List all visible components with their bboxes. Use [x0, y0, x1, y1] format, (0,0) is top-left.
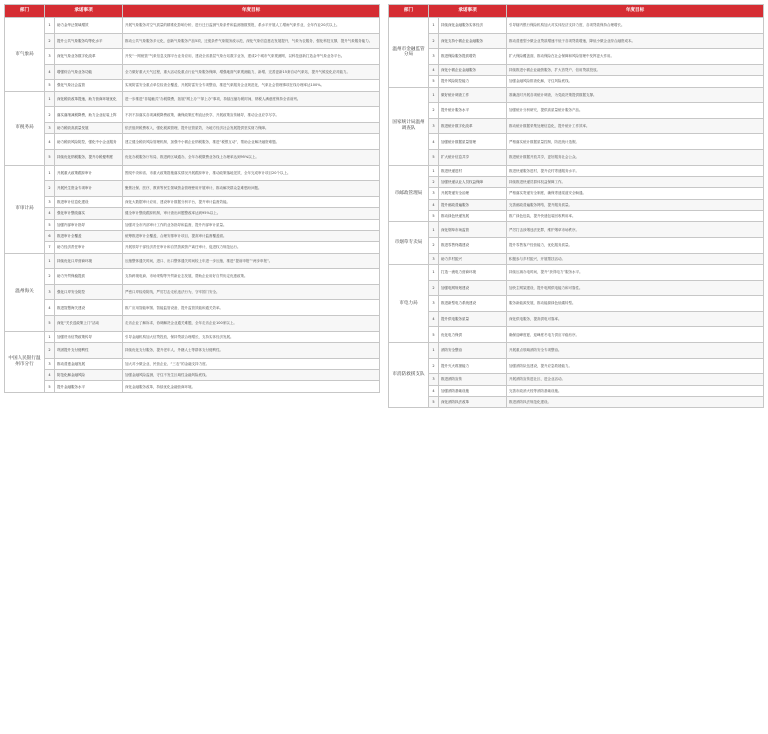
header-goal: 年度目标 — [123, 5, 380, 18]
table-row — [5, 122, 380, 133]
annual-goal: 开展消防宣传进社区、进企业活动。 — [507, 374, 764, 385]
table-row — [389, 253, 764, 264]
commitment-item: 提升公共气象服务均等化水平 — [55, 33, 123, 49]
commitment-item: 推进保险服务提质增效 — [439, 49, 507, 65]
annual-goal: 不折不扣落实各项减税降费政策，确保政策红利直达快享，开展政策宣传辅导，推动企业应享尽享。 — [123, 107, 380, 123]
commitment-item: 加强消防基础设施 — [439, 385, 507, 396]
commitment-item: 推进审计全覆盖 — [55, 230, 123, 241]
commitment-item: 推进快递进村 — [439, 165, 507, 176]
table-row — [389, 238, 764, 254]
table-row — [389, 176, 764, 187]
commitment-item: 持续优化纳税服务，提升办税便利度 — [55, 149, 123, 165]
annual-goal: 支持跨境电商、市场采购等外贸新业态发展，帮助企业用好自贸协定优惠政策。 — [123, 269, 380, 285]
commitment-item: 加强统计数据质量管理 — [439, 134, 507, 150]
annual-goal: 积极参与乡村振兴，开展帮扶活动。 — [507, 253, 764, 264]
commitment-item: 深化支持小微企业金融服务 — [439, 33, 507, 49]
annual-goal: 加强金融风险监测，守住不发生区域性金融风险底线。 — [123, 370, 380, 381]
commitment-item: 提升供电服务质量 — [439, 311, 507, 327]
commitment-item: 扩大统计信息共享 — [439, 149, 507, 165]
commitment-item: 深化烟草市场监管 — [439, 222, 507, 238]
commitment-item: 深化气象业务数字化改革 — [55, 49, 123, 65]
annual-goal: 实现防雷安全重点单位检查全覆盖，开展防雷安全专项整治，推进气象服务企业规范化，气象社会管理事项在线办理率达100%。 — [123, 80, 380, 91]
item-number: 1 — [429, 18, 439, 34]
table-row — [389, 296, 764, 312]
table-row — [5, 343, 380, 359]
table-row — [389, 18, 764, 34]
department-name: 中国人民银行温州市分行 — [5, 331, 45, 392]
item-number: 5 — [429, 327, 439, 343]
annual-goal: 推进消防执法规范化建设。 — [507, 397, 764, 408]
commitment-item: 消防安全整治 — [439, 343, 507, 359]
commitment-item: 加强快递从业人员权益保障 — [439, 176, 507, 187]
annual-goal: 扩大保险覆盖面，推动保险在社会保障和风险管理中发挥更大作用。 — [507, 49, 764, 65]
table-row — [5, 18, 380, 34]
annual-goal: 持续推进小微企业融资服务，扩大首贷户、信用贷款投放。 — [507, 64, 764, 75]
annual-goal: 健全审计整改跟踪机制，审计查出问题整改率达到95%以上。 — [123, 208, 380, 219]
department-name: 市烟草专卖局 — [389, 222, 429, 265]
table-row — [5, 358, 380, 369]
annual-goal: 推动统计数据采集处理信息化，提升统计工作效率。 — [507, 118, 764, 134]
table-row — [389, 134, 764, 150]
annual-goal: 开展气象服务对空气质量的精准化影响分析，进行迁日监测气象条件和监测指数预报，系水平开展人工增雨气象作业，全年作业20次以上。 — [123, 18, 380, 34]
annual-goal: 加快主网架建设，提升电网供电能力和可靠性。 — [507, 280, 764, 296]
commitment-item: 强化口岸安全防控 — [55, 284, 123, 300]
annual-goal: 完善市政消火栓等消防基础设施。 — [507, 385, 764, 396]
commitment-item: 推进统计数字化改革 — [439, 118, 507, 134]
table-row — [389, 87, 764, 103]
table-row — [389, 265, 764, 281]
table-row — [389, 64, 764, 75]
commitment-item: 持续深化金融服务实体经济 — [439, 18, 507, 34]
annual-goal: 推进快递服务进村，提升农村寄递服务水平。 — [507, 165, 764, 176]
annual-goal: 深化大数据审计应用，建设审计数据分析平台，提升审计监督效能。 — [123, 196, 380, 207]
table-row — [389, 311, 764, 327]
item-number: 2 — [429, 280, 439, 296]
annual-goal: 进一步推进“非接触式”办税缴费，拓展“网上办”“掌上办”事项，持续压缩办税时间，纳税人满意度保持全省前列。 — [123, 91, 380, 107]
table-row — [5, 230, 380, 241]
table-row — [389, 211, 764, 222]
item-number: 1 — [429, 165, 439, 176]
table-row — [5, 208, 380, 219]
annual-goal: 加强统计分析研究，提供高质量统计服务产品。 — [507, 103, 764, 119]
item-number: 3 — [429, 188, 439, 199]
table-row — [5, 284, 380, 300]
commitment-item: 落实落细减税降费，助力企业轻装上阵 — [55, 107, 123, 123]
item-number: 3 — [429, 296, 439, 312]
commitment-item: 深化小微企业金融服务 — [439, 64, 507, 75]
department-name: 市消防救援支队 — [389, 343, 429, 408]
table-row — [389, 103, 764, 119]
table-row — [389, 76, 764, 87]
item-number: 2 — [45, 181, 55, 197]
item-number: 2 — [45, 343, 55, 359]
item-number: 3 — [45, 284, 55, 300]
commitment-item: 助力金华泛领域增效 — [55, 18, 123, 34]
item-number: 5 — [429, 76, 439, 87]
commitment-item: 强化气象社会监管 — [55, 80, 123, 91]
annual-goal: 引导辖内银行保险机构加大对实体经济支持力度，各项贷款保持合理增长。 — [507, 18, 764, 34]
item-number: 5 — [45, 316, 55, 332]
annual-goal: 依法组织税费收入，强化税源管理，提升征管质效，为地方经济社会发展提供坚实财力保障。 — [123, 122, 380, 133]
annual-goal: 加强对全市内部审计工作的业务指导和监督，提升内部审计质量。 — [123, 219, 380, 230]
item-number: 4 — [45, 208, 55, 219]
annual-goal: 推动普惠型小微企业贷款增速不低于各项贷款增速，降低小微企业综合融资成本。 — [507, 33, 764, 49]
annual-goal: 严格落实统计数据质量控制，防范统计造假。 — [507, 134, 764, 150]
commitment-item: 助力外贸保稳提质 — [55, 269, 123, 285]
item-number: 5 — [429, 149, 439, 165]
annual-goal: 走访企业了解诉求，协调解决企业通关难题，全年走访企业100家以上。 — [123, 316, 380, 332]
item-number: 6 — [45, 230, 55, 241]
commitment-item: 做好统计调查工作 — [439, 87, 507, 103]
commitment-item: 打造一流电力营商环境 — [439, 265, 507, 281]
item-number: 5 — [45, 149, 55, 165]
table-row — [5, 370, 380, 381]
commitment-item: 优化电力保供 — [439, 327, 507, 343]
commitment-item: 提升风险防控能力 — [439, 76, 507, 87]
item-number: 4 — [429, 134, 439, 150]
table-row — [389, 49, 764, 65]
item-number: 2 — [429, 33, 439, 49]
department-name: 国家统计局温州调查队 — [389, 87, 429, 165]
department-name: 市税务局 — [5, 91, 45, 165]
table-row — [5, 107, 380, 123]
item-number: 1 — [429, 222, 439, 238]
table-row — [5, 64, 380, 80]
annual-goal: 建立健全税收风险管理机制，加强中小微企业纳税服务，推进“税银互动”，帮助企业解决融资难题。 — [123, 134, 380, 150]
commitment-item: 推进智慧海关建设 — [55, 300, 123, 316]
item-number: 1 — [429, 343, 439, 359]
commitment-item: 提升灭火救援能力 — [439, 358, 507, 374]
table-row — [5, 91, 380, 107]
item-number: 4 — [45, 300, 55, 316]
table-row — [5, 316, 380, 332]
table-row — [5, 269, 380, 285]
item-number: 5 — [45, 381, 55, 392]
item-number: 2 — [429, 103, 439, 119]
table-row — [389, 397, 764, 408]
item-number: 5 — [429, 211, 439, 222]
commitment-item: 深化“关长送政策上门”活动 — [55, 316, 123, 332]
table-row — [5, 181, 380, 197]
annual-goal: 开发“一网统管”气象信息支撑平台业务应用，建设全省基层气象台站数字业务，建成2个城市气象观测网，以科技创新打造金华气象业务平台。 — [123, 49, 380, 65]
item-number: 2 — [429, 358, 439, 374]
commitment-item: 助力经济责任审计 — [55, 242, 123, 253]
annual-goal: 加大对小微企业、民营企业、“三农”的金融支持力度。 — [123, 358, 380, 369]
table-row — [5, 80, 380, 91]
table-row — [389, 165, 764, 176]
annual-goal: 引导金融机构加大信贷投放，保持贷款合理增长，支持实体经济发展。 — [123, 331, 380, 342]
annual-goal: 围绕中央和省、市重大政策措施落实情况开展跟踪审计，推动政策落地见效，全年完成审计项目20个以上。 — [123, 165, 380, 181]
item-number: 1 — [45, 91, 55, 107]
item-number: 4 — [45, 64, 55, 80]
header-dept: 部门 — [5, 5, 45, 18]
annual-goal: 持续压减办电时间，提升“获得电力”服务水平。 — [507, 265, 764, 281]
table-row — [5, 331, 380, 342]
commitment-item: 防范化解金融风险 — [55, 370, 123, 381]
commitment-item: 开展重大政策跟踪审计 — [55, 165, 123, 181]
item-number: 3 — [429, 118, 439, 134]
table-row — [389, 33, 764, 49]
right-commitment-table — [388, 4, 764, 408]
table-row — [389, 374, 764, 385]
commitment-item: 开展民生资金专项审计 — [55, 181, 123, 197]
item-number: 1 — [429, 265, 439, 281]
annual-goal: 加强消防队伍建设，提升应急救援能力。 — [507, 358, 764, 374]
item-number: 3 — [429, 253, 439, 264]
annual-goal: 加强金融风险排查化解，守住风险底线。 — [507, 76, 764, 87]
commitment-item: 深化消防执法改革 — [439, 397, 507, 408]
header-item: 承诺事项 — [45, 5, 123, 18]
table-row — [5, 381, 380, 392]
item-number: 1 — [45, 165, 55, 181]
annual-goal: 全力做好重大天气过程，重大活动及重点行业气象服务保障，增强地面气象观测能力，新增、完善更新15套自动气象站，提升气候变化应对能力。 — [123, 64, 380, 80]
table-row — [5, 253, 380, 269]
item-number: 2 — [429, 238, 439, 254]
annual-goal: 统筹推进审计全覆盖，合理安排审计项目，提高审计监督覆盖面。 — [123, 230, 380, 241]
commitment-item: 深化税收改革提速，助力营商环境优化 — [55, 91, 123, 107]
commitment-item: 助力税收风险防控，强化中小企业服务 — [55, 134, 123, 150]
table-row — [5, 165, 380, 181]
table-row — [389, 188, 764, 199]
annual-goal: 持续推进快递员群体权益保障工作。 — [507, 176, 764, 187]
annual-goal: 开展重点领域消防安全专项整治。 — [507, 343, 764, 359]
commitment-item: 加强电网规划建设 — [439, 280, 507, 296]
commitment-item: 加强货币信贷政策传导 — [55, 331, 123, 342]
table-row — [389, 343, 764, 359]
item-number: 4 — [45, 134, 55, 150]
annual-goal: 优化办税服务厅布局，推进跨区域通办，全年办税缴费业务线上办理率达到95%以上。 — [123, 149, 380, 165]
commitment-item: 提升金融服务水平 — [55, 381, 123, 392]
annual-goal: 服务新能源发展，推动能源绿色低碳转型。 — [507, 296, 764, 312]
commitment-item: 开展寄递安全治理 — [439, 188, 507, 199]
department-name: 市邮政管理局 — [389, 165, 429, 222]
table-row — [5, 196, 380, 207]
commitment-item: 提升统计服务水平 — [439, 103, 507, 119]
item-number: 3 — [45, 49, 55, 65]
item-number: 4 — [429, 199, 439, 210]
annual-goal: 严密口岸检疫防线，严厉打击走私违法行为，守牢国门安全。 — [123, 284, 380, 300]
department-name: 市审计局 — [5, 165, 45, 253]
annual-goal: 推广绿色包装，提升快递包装回收利用率。 — [507, 211, 764, 222]
commitment-item: 强化审计整改落实 — [55, 208, 123, 219]
department-name: 温州市金融监管分局 — [389, 18, 429, 88]
annual-goal: 准确及时开展各项统计调查，为党政决策提供数据支撑。 — [507, 87, 764, 103]
item-number: 3 — [45, 196, 55, 207]
item-number: 2 — [45, 269, 55, 285]
header-goal: 年度目标 — [507, 5, 764, 18]
item-number: 1 — [45, 331, 55, 342]
annual-goal: 深化金融服务改革，持续优化金融营商环境。 — [123, 381, 380, 392]
table-row — [389, 149, 764, 165]
table-row — [5, 149, 380, 165]
item-number: 3 — [429, 49, 439, 65]
table-row — [389, 118, 764, 134]
department-name: 市电力局 — [389, 265, 429, 343]
item-number: 5 — [45, 80, 55, 91]
annual-goal: 确保迎峰度夏、迎峰度冬电力供应平稳有序。 — [507, 327, 764, 343]
item-number: 5 — [45, 219, 55, 230]
commitment-item: 推进零售终端建设 — [439, 238, 507, 254]
commitment-item: 巩固提升支付便利性 — [55, 343, 123, 359]
commitment-item: 推动普惠金融发展 — [55, 358, 123, 369]
table-row — [389, 199, 764, 210]
item-number: 2 — [45, 107, 55, 123]
item-number: 1 — [45, 253, 55, 269]
table-row — [5, 242, 380, 253]
commitment-item: 助力税收高质量发展 — [55, 122, 123, 133]
annual-goal: 聚焦社保、医疗、教育等民生领域资金管理使用开展审计，推动解决群众急难愁盼问题。 — [123, 181, 380, 197]
table-row — [5, 33, 380, 49]
annual-goal: 提升零售客户经营能力，优化服务质量。 — [507, 238, 764, 254]
annual-goal: 严厉打击涉烟违法犯罪，维护烟草市场秩序。 — [507, 222, 764, 238]
annual-goal: 推进统计数据开放共享，更好服务社会公众。 — [507, 149, 764, 165]
commitment-item: 提升邮政普遍服务 — [439, 199, 507, 210]
commitment-item: 推进新型电力系统建设 — [439, 296, 507, 312]
department-name: 市气象局 — [5, 18, 45, 92]
item-number: 3 — [45, 122, 55, 133]
commitment-item: 助力乡村振兴 — [439, 253, 507, 264]
table-row — [5, 134, 380, 150]
table-row — [389, 385, 764, 396]
item-number: 4 — [429, 385, 439, 396]
item-number: 1 — [429, 87, 439, 103]
item-number: 2 — [429, 176, 439, 187]
item-number: 4 — [45, 370, 55, 381]
commitment-item: 加强内部审计指导 — [55, 219, 123, 230]
commitment-item: 推动绿色快递发展 — [439, 211, 507, 222]
left-commitment-table — [4, 4, 380, 393]
table-row — [389, 280, 764, 296]
commitment-item: 持续优化口岸营商环境 — [55, 253, 123, 269]
item-number: 4 — [429, 311, 439, 327]
department-name: 温州海关 — [5, 253, 45, 331]
table-row — [389, 222, 764, 238]
header-dept: 部门 — [389, 5, 429, 18]
commitment-item: 推进消防宣传 — [439, 374, 507, 385]
table-row — [5, 219, 380, 230]
annual-goal: 持续优化支付服务，提升老年人、外籍人士等群体支付便利性。 — [123, 343, 380, 359]
annual-goal: 压缩整体通关时间，进口、出口整体通关时间较上年进一步压缩，推进“提前申报”“两步申报”。 — [123, 253, 380, 269]
commitment-item: 推进审计信息化建设 — [55, 196, 123, 207]
item-number: 7 — [45, 242, 55, 253]
item-number: 5 — [429, 397, 439, 408]
annual-goal: 推广应用智能审图、智能监管设备，提升监管效能和通关效率。 — [123, 300, 380, 316]
annual-goal: 开展领导干部经济责任审计和自然资源资产离任审计，促进权力规范运行。 — [123, 242, 380, 253]
item-number: 2 — [45, 33, 55, 49]
annual-goal: 推动公共气象服务多元化，创新气象服务产品5项，迁徙条件气象服务改示范，深化气象信息惠农发展提升，气象为农服务，强化科技支撑，提升气象服务能力。 — [123, 33, 380, 49]
commitment-item: 增强综合气象业务功能 — [55, 64, 123, 80]
annual-goal: 深化供电服务，提高供电可靠率。 — [507, 311, 764, 327]
header-item: 承诺事项 — [429, 5, 507, 18]
table-row — [5, 300, 380, 316]
item-number: 1 — [45, 18, 55, 34]
item-number: 3 — [429, 374, 439, 385]
table-row — [389, 358, 764, 374]
annual-goal: 完善邮政普遍服务网络，提升服务质量。 — [507, 199, 764, 210]
annual-goal: 严格落实寄递安全制度，确保寄递渠道安全畅通。 — [507, 188, 764, 199]
table-row — [5, 49, 380, 65]
table-row — [389, 327, 764, 343]
item-number: 3 — [45, 358, 55, 369]
item-number: 4 — [429, 64, 439, 75]
